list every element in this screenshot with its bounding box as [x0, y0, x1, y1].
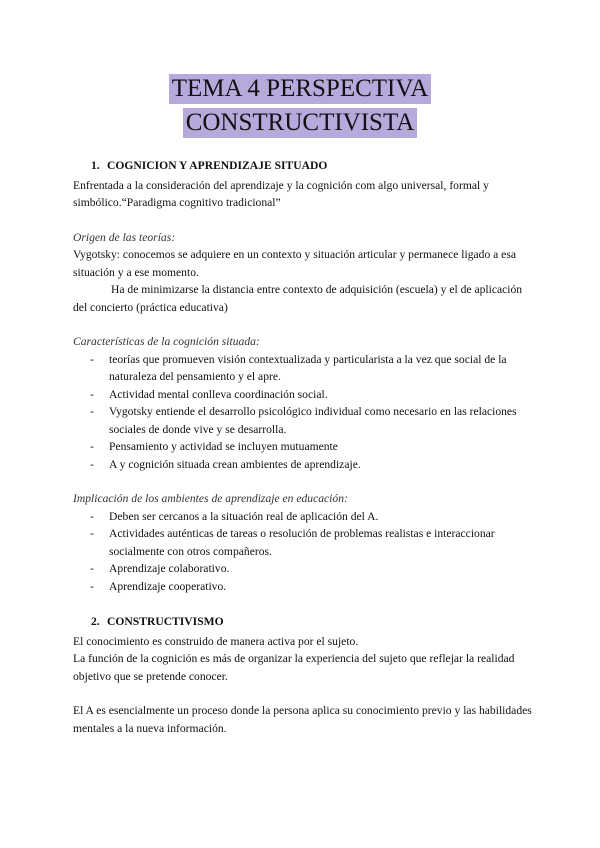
dash-marker: - [90, 352, 94, 366]
list-item [90, 438, 533, 456]
section-1-heading [91, 157, 533, 175]
origin-subheading: Origen de las teorías: [73, 230, 176, 244]
dash-marker: - [90, 457, 94, 471]
section-1-number: 1. [91, 159, 100, 172]
list-item [90, 525, 533, 560]
characteristics-list [73, 351, 533, 474]
title-line-2: CONSTRUCTIVISTA [183, 108, 418, 138]
list-item-text: Vygotsky entiende el desarrollo psicológico individual como necesario en las relaciones sociales de donde vive y se desarrolla. [109, 405, 517, 436]
section-1-title: COGNICION Y APRENDIZAJE SITUADO [107, 159, 328, 172]
list-item-text: teorías que promueven visión contextualizada y particularista a la vez que social de la naturaleza del pensamiento y el apre. [109, 352, 507, 383]
list-item [90, 508, 533, 526]
characteristics-subheading: Características de la cognición situada: [73, 335, 260, 348]
section-2-para-2: La función de la cognición es más de organizar la experiencia del sujeto que reflejar la realidad objetivo que se pretende conocer. [73, 652, 515, 683]
section-2-title: CONSTRUCTIVISMO [107, 615, 224, 628]
dash-marker: - [90, 562, 94, 575]
origin-text-2: Ha de minimizarse la distancia entre contexto de adquisición (escuela) y el de aplicación del concierto (práctica educativa) [73, 283, 523, 314]
dash-marker: - [90, 387, 94, 401]
dash-marker: - [90, 579, 94, 593]
implications-subheading: Implicación de los ambientes de aprendizaje en educación: [73, 492, 348, 505]
list-item-text: Actividad mental conlleva coordinación social. [109, 387, 328, 401]
list-item-text: Deben ser cercanos a la situación real de aplicación del A. [109, 509, 379, 523]
list-item-text: Pensamiento y actividad se incluyen mutuamente [109, 440, 338, 453]
dash-marker: - [90, 440, 94, 453]
list-item-text: Aprendizaje cooperativo. [109, 579, 227, 593]
section-2-heading [91, 613, 533, 631]
document-body [73, 157, 533, 737]
list-item [90, 403, 533, 438]
title-line-1: TEMA 4 PERSPECTIVA [169, 74, 432, 104]
list-item [90, 386, 533, 404]
list-item [90, 351, 533, 386]
dash-marker: - [90, 509, 94, 523]
section-2-para-3: El A es esencialmente un proceso donde la persona aplica su conocimiento previo y las habilidades mentales a la nueva información. [73, 704, 532, 735]
dash-marker: - [90, 527, 94, 540]
list-item [90, 560, 533, 578]
document-title [0, 74, 600, 138]
list-item [90, 456, 533, 474]
dash-marker: - [90, 405, 94, 418]
section-1-intro: Enfrentada a la consideración del aprendizaje y la cognición com algo universal, formal y simbólico.“Paradigma cognitivo tradicional” [73, 178, 489, 209]
list-item [90, 578, 533, 596]
section-2-number: 2. [91, 615, 100, 628]
list-item-text: Actividades auténticas de tareas o resolución de problemas realistas e interaccionar socialmente con otros compañeros. [109, 527, 495, 558]
list-item-text: Aprendizaje colaborativo. [109, 562, 230, 575]
origin-text: Vygotsky: conocemos se adquiere en un contexto y situación articular y permanece ligado a esa situación y a ese momento. [73, 248, 516, 279]
implications-list [73, 508, 533, 596]
section-2-para-1: El conocimiento es construido de manera activa por el sujeto. [73, 634, 359, 648]
list-item-text: A y cognición situada crean ambientes de aprendizaje. [109, 457, 361, 471]
